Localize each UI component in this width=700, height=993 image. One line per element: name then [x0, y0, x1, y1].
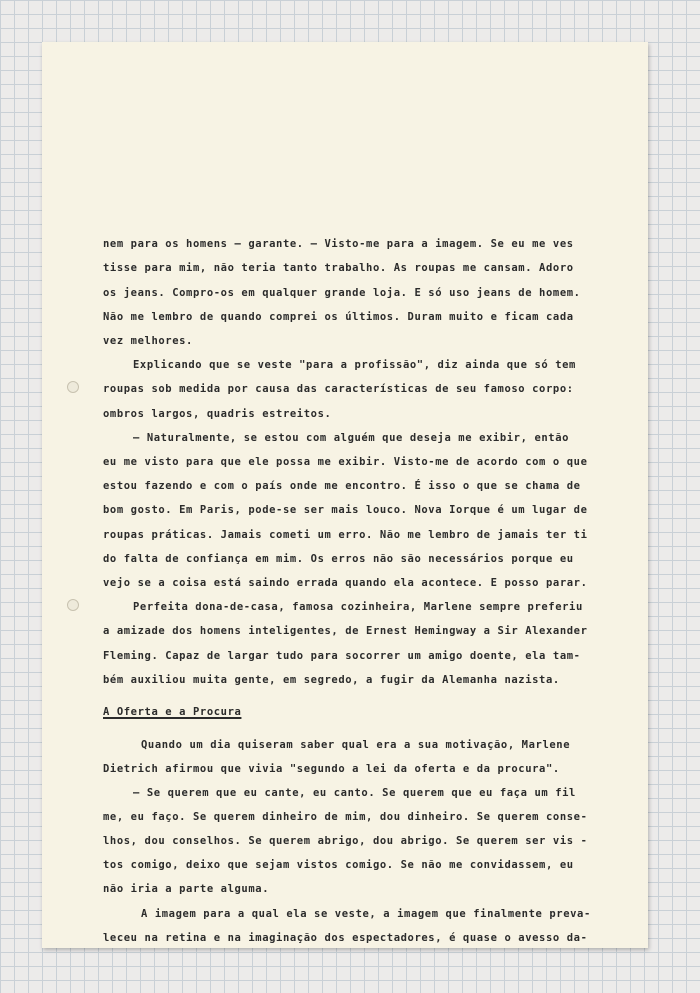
- text-line: tos comigo, deixo que sejam vistos comigo. Se não me convidassem, eu: [103, 859, 574, 871]
- text-line: nem para os homens — garante. — Visto-me para a imagem. Se eu me ves: [103, 238, 574, 250]
- text-line: me, eu faço. Se querem dinheiro de mim, dou dinheiro. Se querem conse-: [103, 811, 588, 823]
- text-line: roupas sob medida por causa das características de seu famoso corpo:: [103, 383, 574, 395]
- text-line: Quando um dia quiseram saber qual era a sua motivação, Marlene: [141, 739, 571, 751]
- section-heading: A Oferta e a Procura: [103, 706, 242, 718]
- text-line: não iria a parte alguma.: [103, 883, 270, 895]
- typewritten-page: [42, 42, 648, 948]
- text-line: bom gosto. Em Paris, pode-se ser mais louco. Nova Iorque é um lugar de: [103, 504, 588, 516]
- punch-hole: [67, 381, 79, 393]
- text-line: vejo se a coisa está saindo errada quando ela acontece. E posso parar.: [103, 577, 588, 589]
- text-line: os jeans. Compro-os em qualquer grande loja. E só uso jeans de homem.: [103, 287, 581, 299]
- text-line: — Se querem que eu cante, eu canto. Se querem que eu faça um fil: [133, 787, 576, 799]
- text-line: Fleming. Capaz de largar tudo para socorrer um amigo doente, ela tam-: [103, 650, 581, 662]
- punch-hole: [67, 599, 79, 611]
- text-line: roupas práticas. Jamais cometi um erro. Não me lembro de jamais ter ti: [103, 529, 588, 541]
- text-line: — Naturalmente, se estou com alguém que deseja me exibir, então: [133, 432, 570, 444]
- text-line: a amizade dos homens inteligentes, de Ernest Hemingway a Sir Alexander: [103, 625, 588, 637]
- text-line: lhos, dou conselhos. Se querem abrigo, dou abrigo. Se querem ser vis -: [103, 835, 588, 847]
- text-line: estou fazendo e com o país onde me encontro. É isso o que se chama de: [103, 480, 581, 492]
- text-line: bém auxiliou muita gente, em segredo, a fugir da Alemanha nazista.: [103, 674, 560, 686]
- text-line: Dietrich afirmou que vivia "segundo a lei da oferta e da procura".: [103, 763, 560, 775]
- text-line: Não me lembro de quando comprei os últimos. Duram muito e ficam cada: [103, 311, 574, 323]
- text-line: tisse para mim, não teria tanto trabalho. As roupas me cansam. Adoro: [103, 262, 574, 274]
- text-line: vez melhores.: [103, 335, 193, 347]
- text-line: Perfeita dona-de-casa, famosa cozinheira, Marlene sempre preferiu: [133, 601, 583, 613]
- text-line: ombros largos, quadris estreitos.: [103, 408, 332, 420]
- text-line: eu me visto para que ele possa me exibir. Visto-me de acordo com o que: [103, 456, 588, 468]
- text-line: A imagem para a qual ela se veste, a imagem que finalmente preva-: [141, 908, 591, 920]
- text-line: Explicando que se veste "para a profissão", diz ainda que só tem: [133, 359, 576, 371]
- text-line: do falta de confiança em mim. Os erros não são necessários porque eu: [103, 553, 574, 565]
- text-line: leceu na retina e na imaginação dos espectadores, é quase o avesso da-: [103, 932, 588, 944]
